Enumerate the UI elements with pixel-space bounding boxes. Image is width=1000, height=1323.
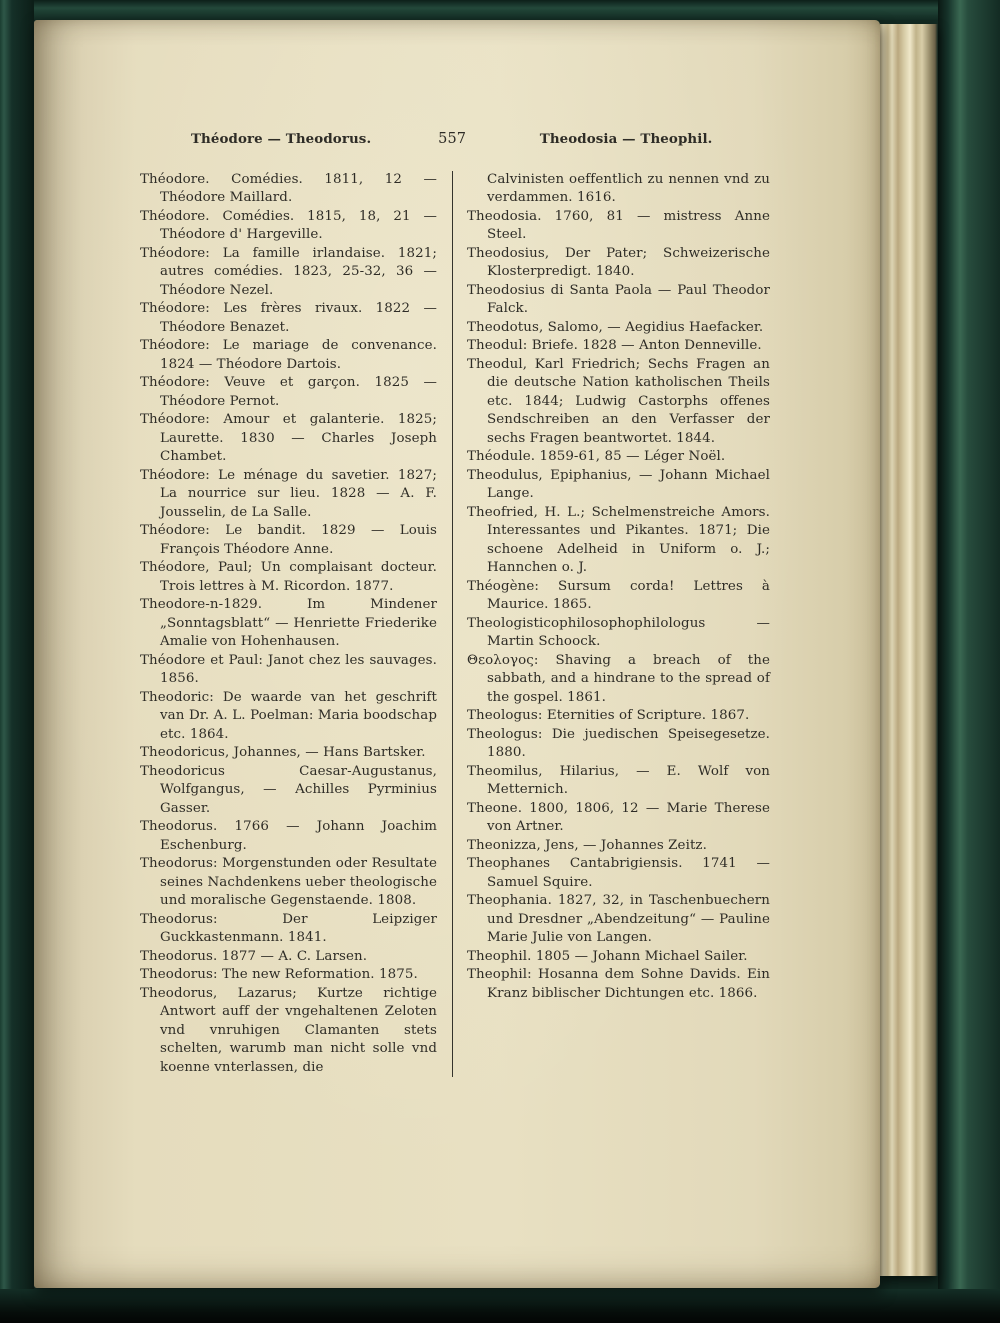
catalog-entry: Theodorus: Der Leipziger Guckkastenmann. 1841. [140,911,437,945]
catalog-entry: Theodorus. 1877 — A. C. Larsen. [140,948,368,964]
catalog-entry: Theologus: Die juedischen Speisegesetze. 1880. [467,726,770,760]
catalog-entry: Theodoric: De waarde van het geschrift van Dr. A. L. Poelman: Maria boodschap etc. 1864. [140,689,437,742]
book-cover-bottom [0,1289,1000,1323]
catalog-entry: Theodore-n-1829. Im Mindener „Sonntagsblatt“ — Henriette Friederike Amalie von Hohenhausen. [140,597,437,649]
catalog-entry: Theodosius di Santa Paola — Paul Theodor Falck. [467,282,770,316]
page-text-block [140,130,770,1077]
catalog-entry: Theologisticophilosophophilologus — Martin Schoock. [467,615,770,649]
running-head-left: Théodore — Theodorus. [190,131,372,147]
catalog-entry: Theodosius, Der Pater; Schweizerische Klosterpredigt. 1840. [467,245,770,279]
catalog-entry: Théodore, Paul; Un complaisant docteur. Trois lettres à M. Ricordon. 1877. [140,560,437,594]
catalog-entry: Theodoricus Caesar-Augustanus, Wolfgangus, — Achilles Pyrminius Gasser. [140,763,437,816]
catalog-entry: Théodore: La famille irlandaise. 1821; autres comédies. 1823, 25-32, 36 — Théodore Nezel. [140,245,437,298]
catalog-entry: Theodulus, Epiphanius, — Johann Michael Lange. [467,467,770,501]
catalog-entry: Theodul, Karl Friedrich; Sechs Fragen an die deutsche Nation katholischen Theils etc. 1844; Ludwig Castorphs offenes Sendschreiben an den Verfasser der sechs Fragen beantwortet. 1844. [467,356,770,446]
book-page [34,20,880,1288]
catalog-entry: Theophil: Hosanna dem Sohne Davids. Ein Kranz biblischer Dichtungen etc. 1866. [467,967,770,1001]
catalog-entry: Theophanes Cantabrigiensis. 1741 — Samuel Squire. [467,856,770,890]
catalog-entry: Théodore: Amour et galanterie. 1825; Laurette. 1830 — Charles Joseph Chambet. [140,412,437,464]
catalog-entry: Théodore: Le bandit. 1829 — Louis François Théodore Anne. [140,523,437,557]
catalog-entry: Theone. 1800, 1806, 12 — Marie Therese von Artner. [467,800,770,834]
left-column [140,171,437,1078]
catalog-entry: Theophania. 1827, 32, in Taschenbuechern und Dresdner „Abendzeitung“ — Pauline Marie Julie von Langen. [467,893,770,945]
book-cover-left [0,0,34,1323]
catalog-entry: Théodore: Veuve et garçon. 1825 — Théodore Pernot. [140,375,437,409]
book-cover-right [938,0,1000,1323]
catalog-entry: Theodorus: The new Reformation. 1875. [140,967,418,982]
running-head-right: Theodosia — Theophil. [539,131,713,147]
catalog-entry: Theodorus: Morgenstunden oder Resultate seines Nachdenkens ueber theologische und moralische Gegenstaende. 1808. [140,856,438,908]
catalog-entry: Theodorus, Lazarus; Kurtze richtige Antwort auff der vngehaltenen Zeloten vnd vnruhigen Clamanten stets schelten, warumb man nicht solle vnd koenne vnterlassen, die [140,985,437,1075]
catalog-entry: Theophil. 1805 — Johann Michael Sailer. [467,948,748,964]
page-edge-stack [880,24,938,1276]
catalog-entry: Théodore: Le ménage du savetier. 1827; La nourrice sur lieu. 1828 — A. F. Jousselin, de La Salle. [140,467,437,520]
page-number: 557 [438,131,467,147]
catalog-entry: Théodore et Paul: Janot chez les sauvages. 1856. [140,652,437,686]
catalog-entry: Theodorus. 1766 — Johann Joachim Eschenburg. [140,819,437,853]
catalog-entry: Theodoricus, Johannes, — Hans Bartsker. [140,745,426,760]
catalog-entry: Theologus: Eternities of Scripture. 1867. [467,708,750,723]
catalog-entry: Theofried, H. L.; Schelmenstreiche Amors. Interessantes und Pikantes. 1871; Die schoene Adelheid in Uniform o. J.; Hannchen o. J. [467,504,770,575]
book-cover-top [0,0,1000,20]
right-column [467,171,770,1078]
catalog-entry: Theodotus, Salomo, — Aegidius Haefacker. [467,319,764,335]
column-divider [452,171,453,1078]
catalog-entry: Θεολογος: Shaving a breach of the sabbath, and a hindrane to the spread of the gospel. 1861. [467,652,770,705]
running-head [140,130,770,149]
catalog-entry: Calvinisten oeffentlich zu nennen vnd zu verdammen. 1616. [487,171,770,205]
catalog-entry: Theodul: Briefe. 1828 — Anton Denneville. [467,338,762,353]
catalog-entry: Théodore. Comédies. 1811, 12 — Théodore Maillard. [140,171,437,205]
catalog-entry: Théodore: Les frères rivaux. 1822 — Théodore Benazet. [140,301,437,335]
catalog-entry: Théogène: Sursum corda! Lettres à Maurice. 1865. [467,578,770,612]
catalog-entry: Theodosia. 1760, 81 — mistress Anne Steel. [467,208,770,242]
catalog-entry: Théodore: Le mariage de convenance. 1824 — Théodore Dartois. [140,338,437,372]
catalog-entry: Theomilus, Hilarius, — E. Wolf von Metternich. [467,763,770,797]
catalog-entry: Theonizza, Jens, — Johannes Zeitz. [467,837,707,853]
catalog-entry: Théodule. 1859-61, 85 — Léger Noël. [467,449,726,464]
catalog-entry: Théodore. Comédies. 1815, 18, 21 — Théodore d' Hargeville. [140,208,437,242]
columns [140,171,770,1078]
